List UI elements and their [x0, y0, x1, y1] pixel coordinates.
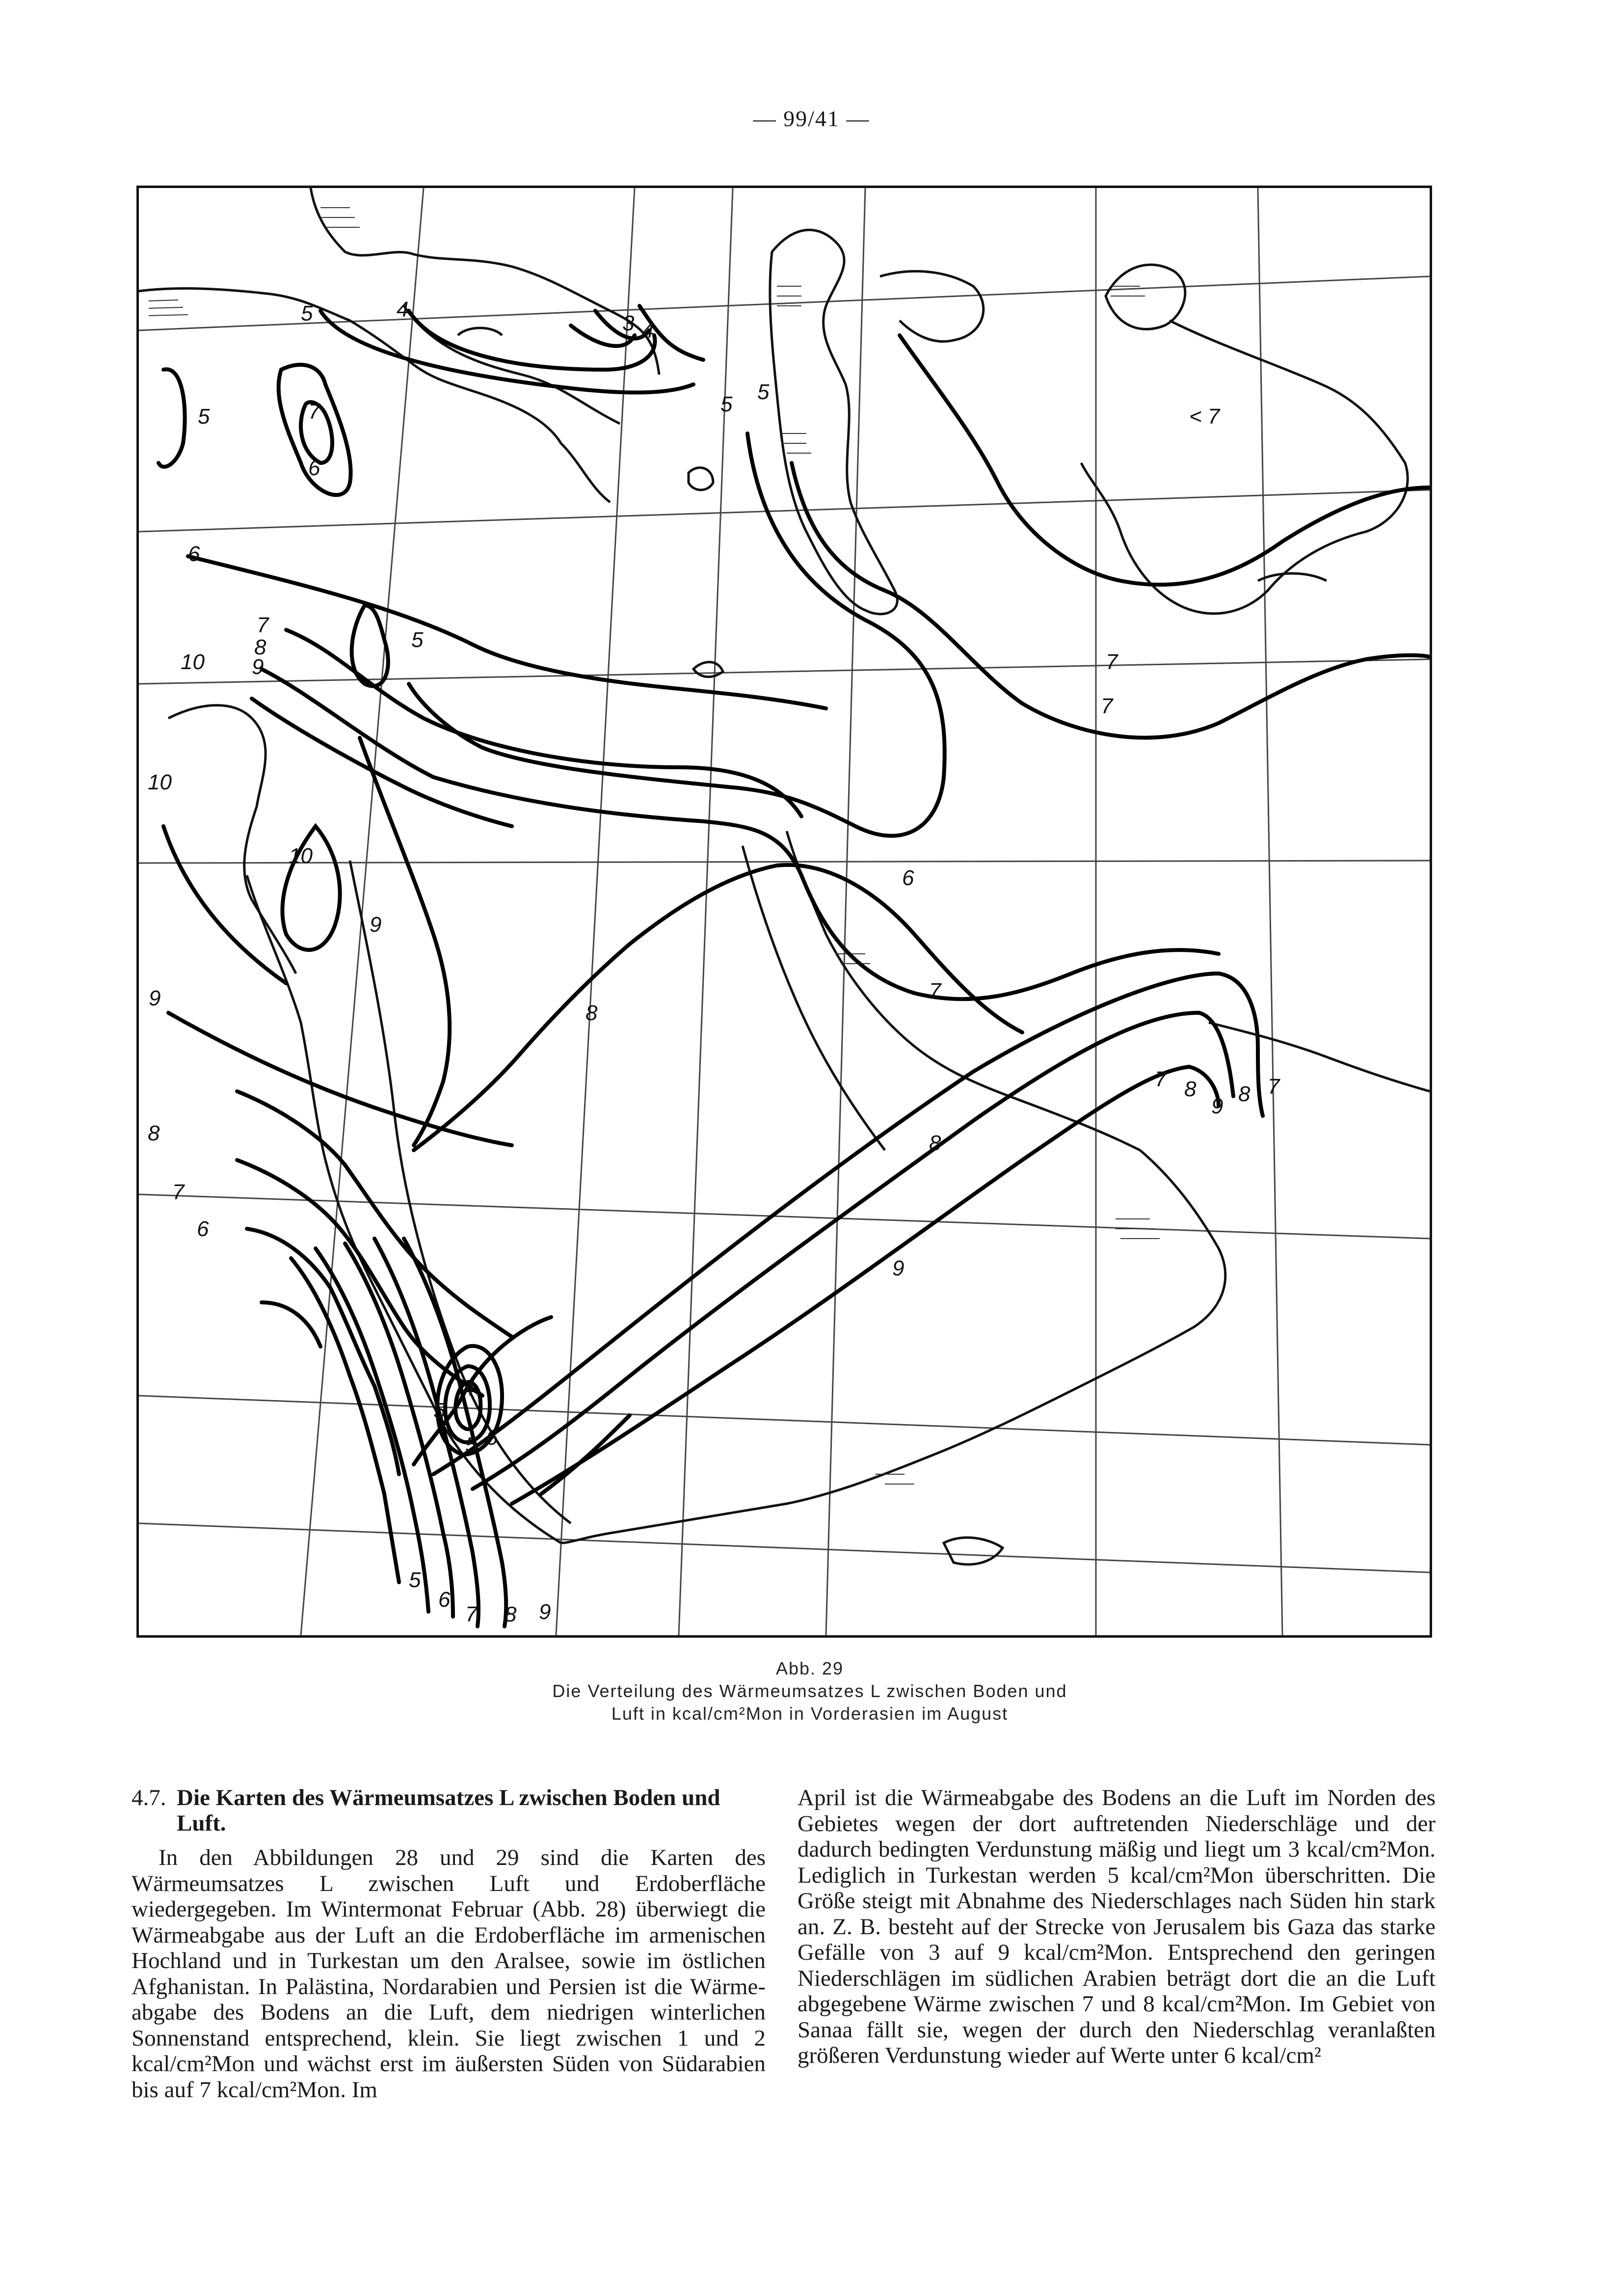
text-column-left	[132, 1785, 766, 2103]
figure-caption	[294, 1657, 1325, 1725]
isoline-label: 7	[1155, 1067, 1167, 1091]
map-svg	[139, 188, 1430, 1635]
section-number: 4.7.	[132, 1785, 166, 1810]
isoline-label: 5	[720, 392, 733, 416]
isoline-label: 4	[463, 1377, 475, 1401]
isoline-label: 9	[370, 913, 382, 937]
isoline-label: 8	[1238, 1082, 1251, 1106]
isoline-label: 6	[486, 1426, 498, 1450]
isoline-label: 8	[148, 1121, 160, 1145]
isoline-label: 5	[301, 301, 313, 325]
isoline-label: 5	[757, 380, 770, 404]
isoline-label: 9	[149, 986, 161, 1010]
isoline-label: 7	[465, 1602, 478, 1626]
isoline-label: < 7	[1189, 405, 1220, 429]
isoline-label: 5	[411, 628, 424, 652]
isoline-label: 7	[172, 1180, 185, 1204]
isoline-label: 5	[198, 405, 210, 429]
isoline-label: 3	[622, 311, 635, 335]
section-heading	[132, 1785, 766, 1836]
body-paragraph-left: In den Abbildungen 28 und 29 sind die Karten des Wärmeumsatzes L zwischen Luft und Erdoberfläche wiedergegeben. Im Wintermonat Februar (Abb. 28) überwiegt die Wärmeabgabe aus der Luft an die Erdoberfläche im armenischen Hochland und in Turkestan um den Aralsee, sowie im östlichen Afghanistan. In Palästina, Nordarabien und Persien ist die Wärmeabgabe des Bodens an die Luft, dem niedrigen winterlichen Sonnenstand entsprechend, klein. Sie liegt zwischen 1 und 2 kcal/cm²Mon und wächst erst im äußersten Süden von Südarabien bis auf 7 kcal/cm²Mon. Im	[132, 1845, 766, 2103]
isoline-label: 7	[1106, 650, 1118, 674]
figure-caption-line-2: Luft in kcal/cm²Mon in Vorderasien im August	[611, 1703, 1009, 1724]
isoline-label: 8	[585, 1001, 598, 1025]
isoline-label: 6	[188, 542, 200, 566]
text-column-right	[798, 1785, 1436, 2069]
isoline-label: 7	[929, 979, 941, 1003]
isoline-label: 7	[1101, 694, 1113, 718]
isoline-label: 8	[505, 1602, 517, 1626]
figure-label: Abb. 29	[775, 1658, 844, 1678]
isoline-label: 7	[1268, 1075, 1280, 1099]
isoline-label: 6	[197, 1217, 209, 1241]
body-paragraph-right: April ist die Wärmeabgabe des Bodens an die Luft im Norden des Gebietes wegen der dort auftretenden Niederschläge und der dadurch bedingten Verdunstung mäßig und liegt um 3 kcal/cm²Mon. Lediglich in Turkestan werden 5 kcal/cm²Mon überschritten. Die Größe steigt mit Abnahme des Niederschlages nach Süden hin stark an. Z. B. besteht auf der Strecke von Jerusalem bis Gaza das starke Gefälle von 3 auf 9 kcal/cm²Mon. Entsprechend den geringen Niederschlägen im südlichen Arabien beträgt dort die an die Luft abgegebene Wärme zwischen 7 und 8 kcal/cm²Mon. Im Gebiet von Sanaa fällt sie, wegen der durch den Niederschlag veranlaßten größeren Verdunstung wieder auf Werte unter 6 kcal/cm²	[798, 1785, 1436, 2068]
isoline-label: 5	[409, 1568, 421, 1592]
isoline-label: 6	[308, 456, 320, 480]
isoline-label: 7	[308, 400, 320, 424]
isoline-label: 6	[438, 1588, 451, 1612]
isoline-label: 8	[929, 1131, 941, 1155]
isoline-map	[136, 186, 1432, 1638]
section-title: Die Karten des Wärmeumsatzes L zwischen Boden und Luft.	[177, 1785, 720, 1836]
isoline-label: 9	[252, 655, 264, 679]
isoline-label: 5	[433, 1399, 446, 1423]
figure-caption-line-1: Die Verteilung des Wärmeumsatzes L zwischen Boden und	[552, 1681, 1067, 1701]
isoline-label: 8	[254, 635, 266, 659]
isoline-label: 6	[902, 866, 914, 890]
isoline-label: 9	[892, 1256, 905, 1280]
page-number: — 99/41 —	[753, 106, 870, 131]
isoline-label: 9	[1211, 1094, 1224, 1118]
isoline-label: 4	[397, 297, 409, 322]
isoline-label: 7	[257, 613, 269, 637]
isoline-label: 8	[1184, 1077, 1197, 1101]
isoline-label: 10	[289, 844, 313, 868]
isoline-label: 10	[148, 770, 172, 794]
isoline-label: 9	[539, 1600, 551, 1624]
coastlines	[139, 188, 1430, 1565]
isoline-label: 4	[642, 319, 654, 343]
isoline-label: 10	[181, 650, 205, 674]
isoline-label: 5	[465, 1433, 478, 1457]
